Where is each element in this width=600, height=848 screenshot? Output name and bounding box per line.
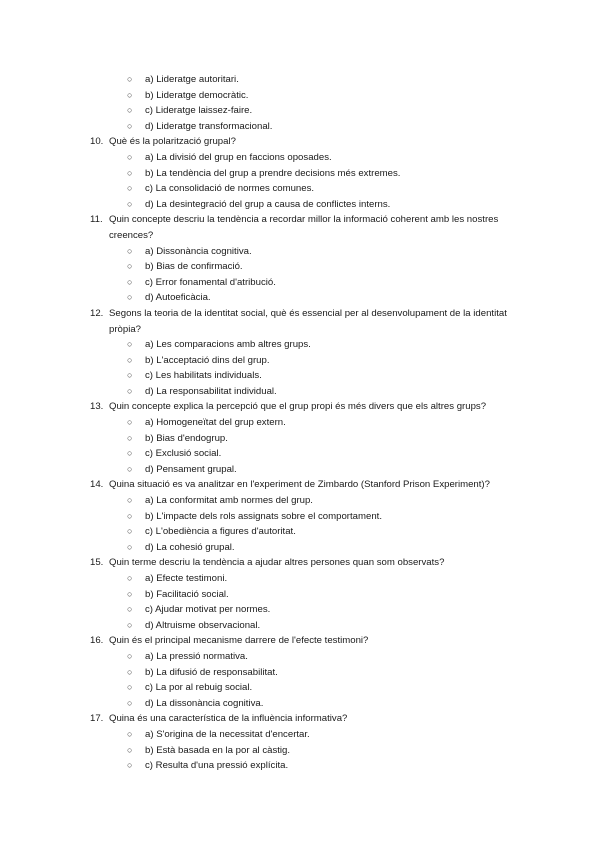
bullet-icon: ○ xyxy=(127,89,133,100)
option-item xyxy=(0,88,600,104)
bullet-icon: ○ xyxy=(127,339,133,350)
option-item xyxy=(0,649,600,665)
bullet-icon: ○ xyxy=(127,573,133,583)
bullet-icon: ○ xyxy=(127,448,133,459)
option-item xyxy=(0,431,600,447)
bullet-icon: ○ xyxy=(127,245,133,256)
question-number: 11. xyxy=(90,214,103,226)
question-block xyxy=(0,711,600,773)
option-text: c) Exclusió social. xyxy=(145,448,222,460)
option-text: c) L'obediència a figures d'autoritat. xyxy=(145,526,296,538)
bullet-icon: ○ xyxy=(127,495,133,506)
option-item xyxy=(0,540,600,556)
bullet-icon: ○ xyxy=(127,151,133,162)
bullet-icon: ○ xyxy=(127,619,133,630)
option-item xyxy=(0,259,600,275)
option-item xyxy=(0,166,600,182)
option-item xyxy=(0,665,600,681)
option-text: c) La por al rebuig social. xyxy=(145,682,253,694)
question-number: 14. xyxy=(90,479,104,491)
question-text: Què és la polarització grupal? xyxy=(109,136,236,148)
option-text: b) Bias d'endogrup. xyxy=(145,432,228,444)
question-block xyxy=(0,212,600,306)
question-block xyxy=(0,477,600,555)
option-text: d) Autoeficàcia. xyxy=(145,292,211,304)
option-item xyxy=(0,384,600,400)
option-text: c) Resulta d'una pressió explícita. xyxy=(145,760,289,772)
question-block xyxy=(0,306,600,400)
bullet-icon: ○ xyxy=(127,682,133,693)
question-block xyxy=(0,555,600,633)
option-text: a) Lideratge autoritari. xyxy=(145,74,239,85)
leading-options xyxy=(0,72,600,134)
bullet-icon: ○ xyxy=(127,697,133,708)
bullet-icon: ○ xyxy=(127,744,133,755)
question-block xyxy=(0,399,600,477)
option-text: b) Bias de confirmació. xyxy=(145,261,243,273)
bullet-icon: ○ xyxy=(127,760,133,771)
option-text: c) La consolidació de normes comunes. xyxy=(145,183,315,195)
question-heading xyxy=(0,711,600,727)
question-number: 16. xyxy=(90,635,104,647)
bullet-icon: ○ xyxy=(127,526,133,537)
question-heading xyxy=(0,399,600,415)
option-item xyxy=(0,275,600,291)
option-text: b) Està basada en la por al càstig. xyxy=(145,744,291,756)
option-text: d) Altruisme observacional. xyxy=(145,619,261,631)
bullet-icon: ○ xyxy=(127,167,133,178)
option-item xyxy=(0,571,600,587)
option-text: d) La cohesió grupal. xyxy=(145,541,235,553)
option-item xyxy=(0,602,600,618)
question-heading xyxy=(0,555,600,571)
option-item xyxy=(0,290,600,306)
option-text: c) Les habilitats individuals. xyxy=(145,370,262,382)
option-item xyxy=(0,524,600,540)
option-item xyxy=(0,587,600,603)
bullet-icon: ○ xyxy=(127,292,133,303)
bullet-icon: ○ xyxy=(127,276,133,287)
option-item xyxy=(0,353,600,369)
bullet-icon: ○ xyxy=(127,74,133,84)
option-text: b) L'impacte dels rols assignats sobre el comportament. xyxy=(145,510,382,522)
option-item xyxy=(0,72,600,88)
option-item xyxy=(0,415,600,431)
option-text: d) La responsabilitat individual. xyxy=(145,385,277,397)
question-block xyxy=(0,633,600,711)
question-heading xyxy=(0,212,600,243)
question-number: 13. xyxy=(90,401,104,413)
question-heading xyxy=(0,134,600,150)
question-text: Quin és el principal mecanisme darrere de l'efecte testimoni? xyxy=(109,635,369,647)
bullet-icon: ○ xyxy=(127,588,133,599)
option-item xyxy=(0,758,600,774)
option-item xyxy=(0,181,600,197)
option-text: b) Lideratge democràtic. xyxy=(145,89,249,101)
bullet-icon: ○ xyxy=(127,183,133,194)
bullet-icon: ○ xyxy=(127,604,133,615)
question-text: Quin terme descriu la tendència a ajudar altres persones quan som observats? xyxy=(109,557,445,569)
option-item xyxy=(0,103,600,119)
question-number: 10. xyxy=(90,136,104,148)
question-number: 17. xyxy=(90,713,104,725)
bullet-icon: ○ xyxy=(127,510,133,521)
bullet-icon: ○ xyxy=(127,666,133,677)
question-heading xyxy=(0,633,600,649)
question-text: Quin concepte explica la percepció que el grup propi és més divers que els altres grups? xyxy=(109,401,487,413)
option-item xyxy=(0,244,600,260)
bullet-icon: ○ xyxy=(127,120,133,131)
bullet-icon: ○ xyxy=(127,650,133,661)
question-number: 12. xyxy=(90,307,104,319)
option-text: b) Facilitació social. xyxy=(145,588,229,600)
option-item xyxy=(0,743,600,759)
option-text: a) Les comparacions amb altres grups. xyxy=(145,339,311,351)
bullet-icon: ○ xyxy=(127,417,133,428)
option-text: d) La desintegració del grup a causa de conflictes interns. xyxy=(145,198,391,210)
bullet-icon: ○ xyxy=(127,432,133,443)
bullet-icon: ○ xyxy=(127,541,133,552)
option-text: a) La conformitat amb normes del grup. xyxy=(145,495,313,507)
option-text: d) Pensament grupal. xyxy=(145,463,237,475)
bullet-icon: ○ xyxy=(127,385,133,396)
bullet-icon: ○ xyxy=(127,463,133,474)
bullet-icon: ○ xyxy=(127,105,133,116)
question-number: 15. xyxy=(90,557,104,569)
question-text: Segons la teoria de la identitat social, què és essencial per al desenvolupament de la identitat pròpia? xyxy=(109,307,507,335)
bullet-icon: ○ xyxy=(127,728,133,739)
question-list xyxy=(0,72,600,774)
option-text: c) Error fonamental d'atribució. xyxy=(145,276,276,288)
option-text: a) Dissonància cognitiva. xyxy=(145,245,252,257)
option-text: a) S'origina de la necessitat d'encertar. xyxy=(145,728,310,740)
option-text: d) La dissonància cognitiva. xyxy=(145,697,264,709)
option-item xyxy=(0,462,600,478)
option-text: a) La divisió del grup en faccions oposades. xyxy=(145,151,332,163)
option-item xyxy=(0,337,600,353)
question-heading xyxy=(0,306,600,337)
option-item xyxy=(0,509,600,525)
option-text: b) La difusió de responsabilitat. xyxy=(145,666,278,678)
bullet-icon: ○ xyxy=(127,198,133,209)
option-item xyxy=(0,493,600,509)
question-block xyxy=(0,134,600,212)
option-text: c) Ajudar motivat per normes. xyxy=(145,604,271,616)
option-text: c) Lideratge laissez-faire. xyxy=(145,105,253,117)
question-text: Quina és una característica de la influència informativa? xyxy=(109,713,348,725)
option-item xyxy=(0,150,600,166)
option-text: b) L'acceptació dins del grup. xyxy=(145,354,270,366)
bullet-icon: ○ xyxy=(127,261,133,272)
question-heading xyxy=(0,477,600,493)
question-text: Quina situació es va analitzar en l'experiment de Zimbardo (Stanford Prison Experiment)? xyxy=(109,479,490,491)
option-text: b) La tendència del grup a prendre decisions més extremes. xyxy=(145,167,401,179)
option-item xyxy=(0,368,600,384)
option-item xyxy=(0,727,600,743)
option-item xyxy=(0,197,600,213)
option-item xyxy=(0,696,600,712)
option-text: d) Lideratge transformacional. xyxy=(145,120,273,132)
option-item xyxy=(0,680,600,696)
option-item xyxy=(0,446,600,462)
bullet-icon: ○ xyxy=(127,370,133,381)
option-item xyxy=(0,119,600,135)
question-text: Quin concepte descriu la tendència a recordar millor la informació coherent amb les nostres creences? xyxy=(109,214,499,241)
option-text: a) Efecte testimoni. xyxy=(145,573,228,584)
bullet-icon: ○ xyxy=(127,354,133,365)
option-text: a) Homogeneïtat del grup extern. xyxy=(145,417,286,429)
option-text: a) La pressió normativa. xyxy=(145,650,248,662)
option-item xyxy=(0,618,600,634)
